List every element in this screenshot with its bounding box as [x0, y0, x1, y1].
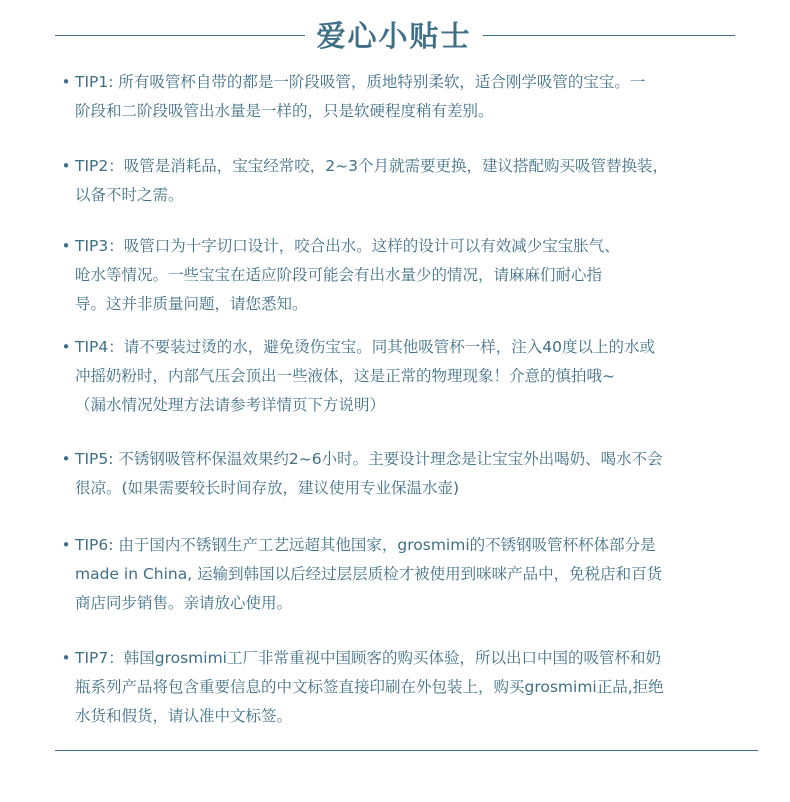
tip-6-line-1: TIP6: 由于国内不锈钢生产工艺远超其他国家，grosmimi的不锈钢吸管杯杯体部分是	[75, 536, 656, 554]
tip-4-line-3: （漏水情况处理方法请参考详情页下方说明）	[75, 396, 386, 414]
tip-4	[60, 333, 750, 420]
bullet-icon: •	[61, 237, 71, 255]
tip-1	[60, 68, 750, 126]
tip-7-line-3: 水货和假货，请认准中文标签。	[75, 707, 293, 725]
page-title: 爱心小贴士	[316, 19, 472, 53]
bullet-icon: •	[61, 450, 71, 468]
tip-2	[60, 152, 750, 210]
tip-1-line-2: 阶段和二阶段吸管出水量是一样的，只是软硬程度稍有差别。	[75, 102, 494, 120]
tip-7-line-1: TIP7：韩国grosmimi工厂非常重视中国顾客的购买体验，所以出口中国的吸管杯和奶	[75, 649, 661, 667]
tip-3-line-1: TIP3：吸管口为十字切口设计，咬合出水。这样的设计可以有效减少宝宝胀气、	[75, 237, 620, 255]
tip-3-line-2: 呛水等情况。一些宝宝在适应阶段可能会有出水量少的情况，请麻麻们耐心指	[75, 266, 603, 284]
bullet-icon: •	[61, 536, 71, 554]
tip-7-line-2: 瓶系列产品将包含重要信息的中文标签直接印刷在外包装上，购买grosmimi正品,拒绝	[75, 678, 664, 696]
tip-2-line-1: TIP2：吸管是消耗品，宝宝经常咬，2~3个月就需要更换，建议搭配购买吸管替换装，	[75, 157, 668, 175]
tip-1-line-1: TIP1: 所有吸管杯自带的都是一阶段吸管，质地特别柔软，适合刚学吸管的宝宝。一	[75, 73, 646, 91]
header-divider-right	[483, 35, 735, 36]
bullet-icon: •	[61, 338, 71, 356]
bullet-icon: •	[61, 73, 71, 91]
header-divider-left	[55, 35, 305, 36]
bullet-icon: •	[61, 157, 71, 175]
tip-3-line-3: 导。这并非质量问题，请您悉知。	[75, 295, 308, 313]
tip-5-line-1: TIP5: 不锈钢吸管杯保温效果约2~6小时。主要设计理念是让宝宝外出喝奶、喝水不会	[75, 450, 663, 468]
tip-4-line-1: TIP4：请不要装过烫的水，避免烫伤宝宝。同其他吸管杯一样，注入40度以上的水或	[75, 338, 655, 356]
tip-6	[60, 531, 750, 618]
tip-6-line-3: 商店同步销售。亲请放心使用。	[75, 594, 293, 612]
tip-6-line-2: made in China, 运输到韩国以后经过层层质检才被使用到咪咪产品中，免税店和百货	[75, 565, 663, 583]
header	[0, 8, 790, 58]
tip-5-line-2: 很凉。(如果需要较长时间存放，建议使用专业保温水壶)	[75, 479, 460, 497]
footer-divider	[55, 750, 758, 751]
tip-3	[60, 232, 750, 319]
tip-7	[60, 644, 750, 731]
tip-4-line-2: 冲摇奶粉时，内部气压会顶出一些液体，这是正常的物理现象！介意的慎拍哦~	[75, 367, 615, 385]
bullet-icon: •	[61, 649, 71, 667]
tip-2-line-2: 以备不时之需。	[75, 186, 184, 204]
tip-5	[60, 445, 750, 503]
